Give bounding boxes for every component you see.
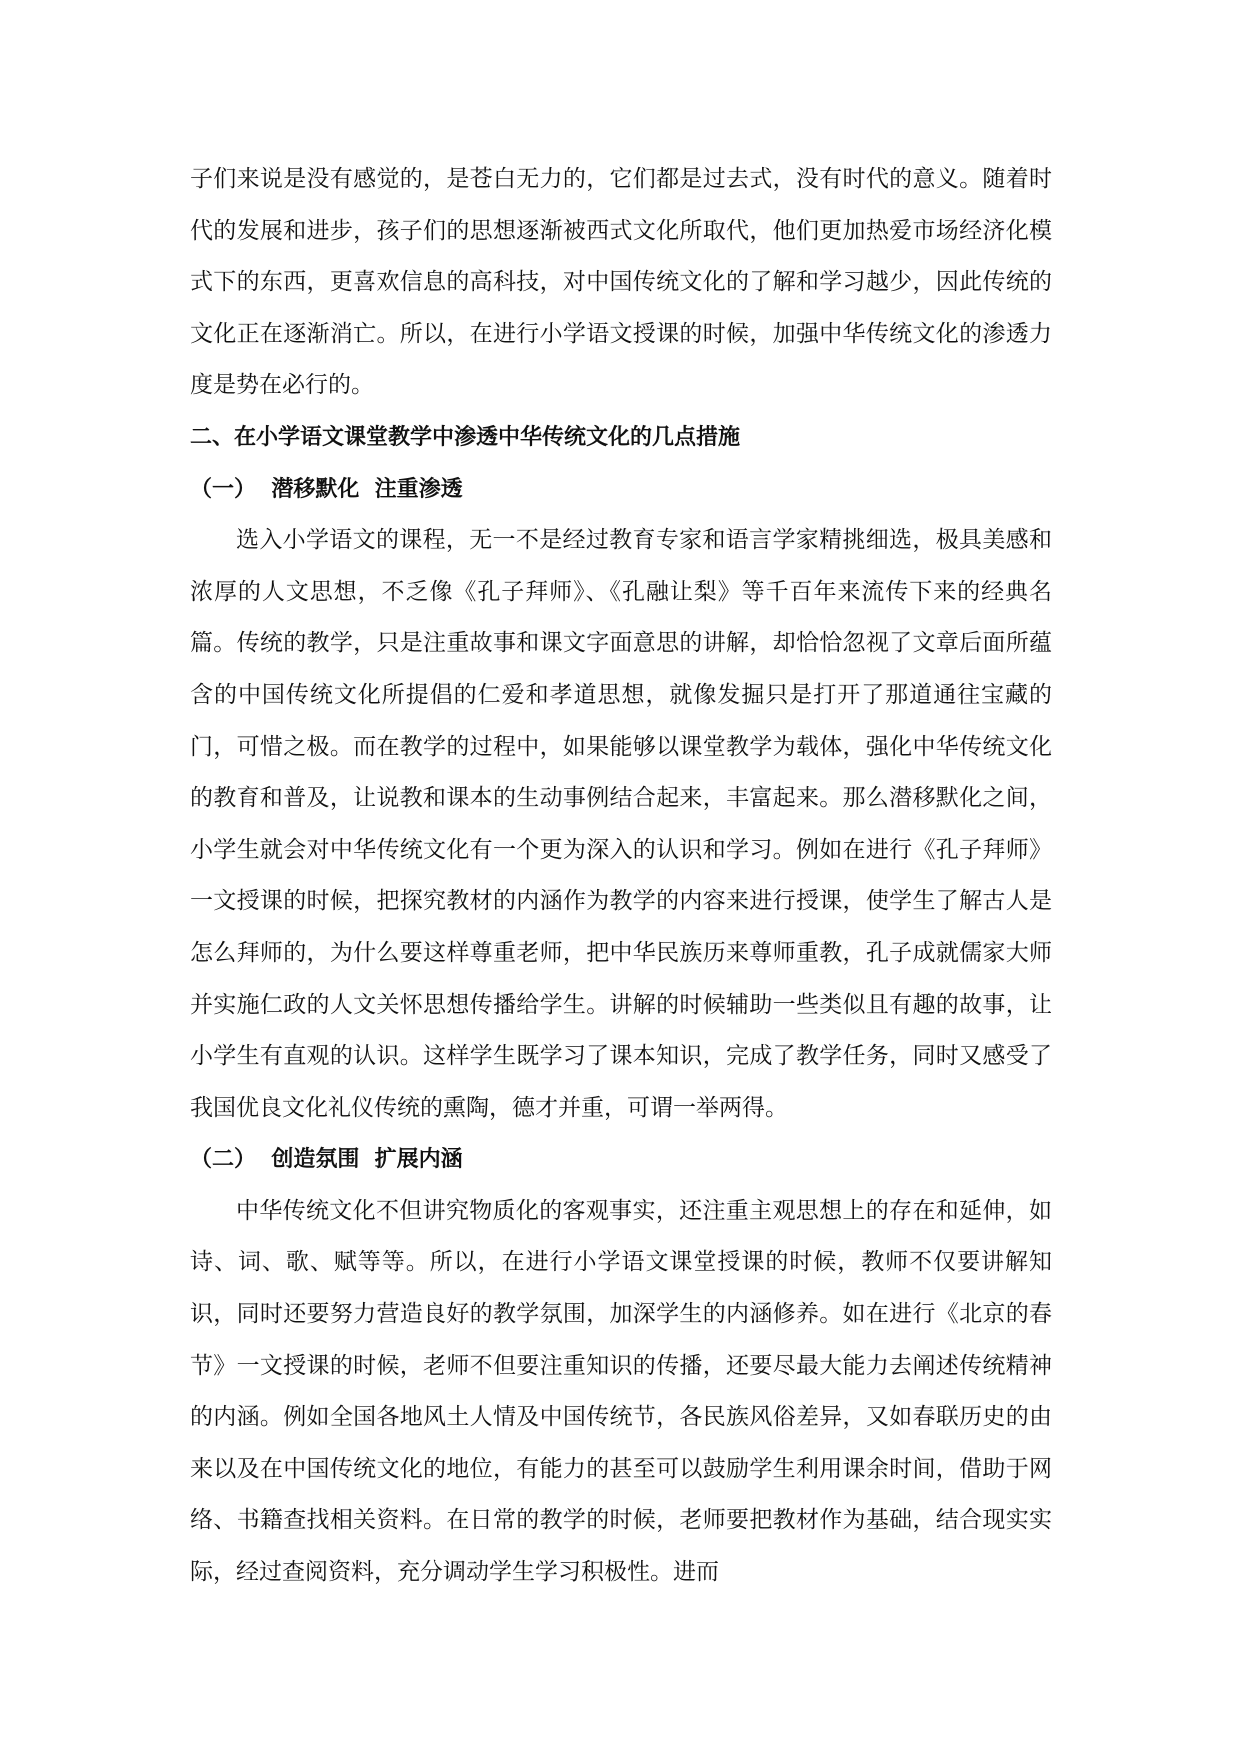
subsection-2-paragraph: 中华传统文化不但讲究物质化的客观事实，还注重主观思想上的存在和延伸，如诗、词、歌、赋等等。所以，在进行小学语文课堂授课的时候，教师不仅要讲解知识，同时还要努力营造良好的教学氛围，加深学生的内涵修养。如在进行《北京的春节》一文授课的时候，老师不但要注重知识的传播，还要尽最大能力去阐述传统精神的内涵。例如全国各地风土人情及中国传统节，各民族风俗差异，又如春联历史的由来以及在中国传统文化的地位，有能力的甚至可以鼓励学生利用课余时间，借助于网络、书籍查找相关资料。在日常的教学的时候，老师要把教材作为基础，结合现实实际，经过查阅资料，充分调动学生学习积极性。进而	[190, 1197, 1052, 1586]
paragraph-continuation: 子们来说是没有感觉的，是苍白无力的，它们都是过去式，没有时代的意义。随着时代的发展和进步，孩子们的思想逐渐被西式文化所取代，他们更加热爱市场经济化模式下的东西，更喜欢信息的高科技，对中国传统文化的了解和学习越少，因此传统的文化正在逐渐消亡。所以，在进行小学语文授课的时候，加强中华传统文化的渗透力度是势在必行的。	[190, 166, 1052, 399]
subsection-1-paragraph: 选入小学语文的课程，无一不是经过教育专家和语言学家精挑细选，极具美感和浓厚的人文思想，不乏像《孔子拜师》、《孔融让梨》等千百年来流传下来的经典名篇。传统的教学，只是注重故事和课文字面意思的讲解，却恰恰忽视了文章后面所蕴含的中国传统文化所提倡的仁爱和孝道思想，就像发掘只是打开了那道通往宝藏的门，可惜之极。而在教学的过程中，如果能够以课堂教学为载体，强化中华传统文化的教育和普及，让说教和课本的生动事例结合起来，丰富起来。那么潜移默化之间，小学生就会对中华传统文化有一个更为深入的认识和学习。例如在进行《孔子拜师》一文授课的时候，把探究教材的内涵作为教学的内容来进行授课，使学生了解古人是怎么拜师的，为什么要这样尊重老师，把中华民族历来尊师重教，孔子成就儒家大师并实施仁政的人文关怀思想传播给学生。讲解的时候辅助一些类似且有趣的故事，让小学生有直观的认识。这样学生既学习了课本知识，完成了教学任务，同时又感受了我国优良文化礼仪传统的熏陶，德才并重，可谓一举两得。	[190, 527, 1052, 1121]
document-body	[190, 154, 1052, 1599]
subsection-heading-1: （一） 潜移默化 注重渗透	[190, 476, 463, 502]
subsection-heading-2: （二） 创造氛围 扩展内涵	[190, 1147, 463, 1173]
section-heading-2: 二、在小学语文课堂教学中渗透中华传统文化的几点措施	[190, 424, 741, 450]
